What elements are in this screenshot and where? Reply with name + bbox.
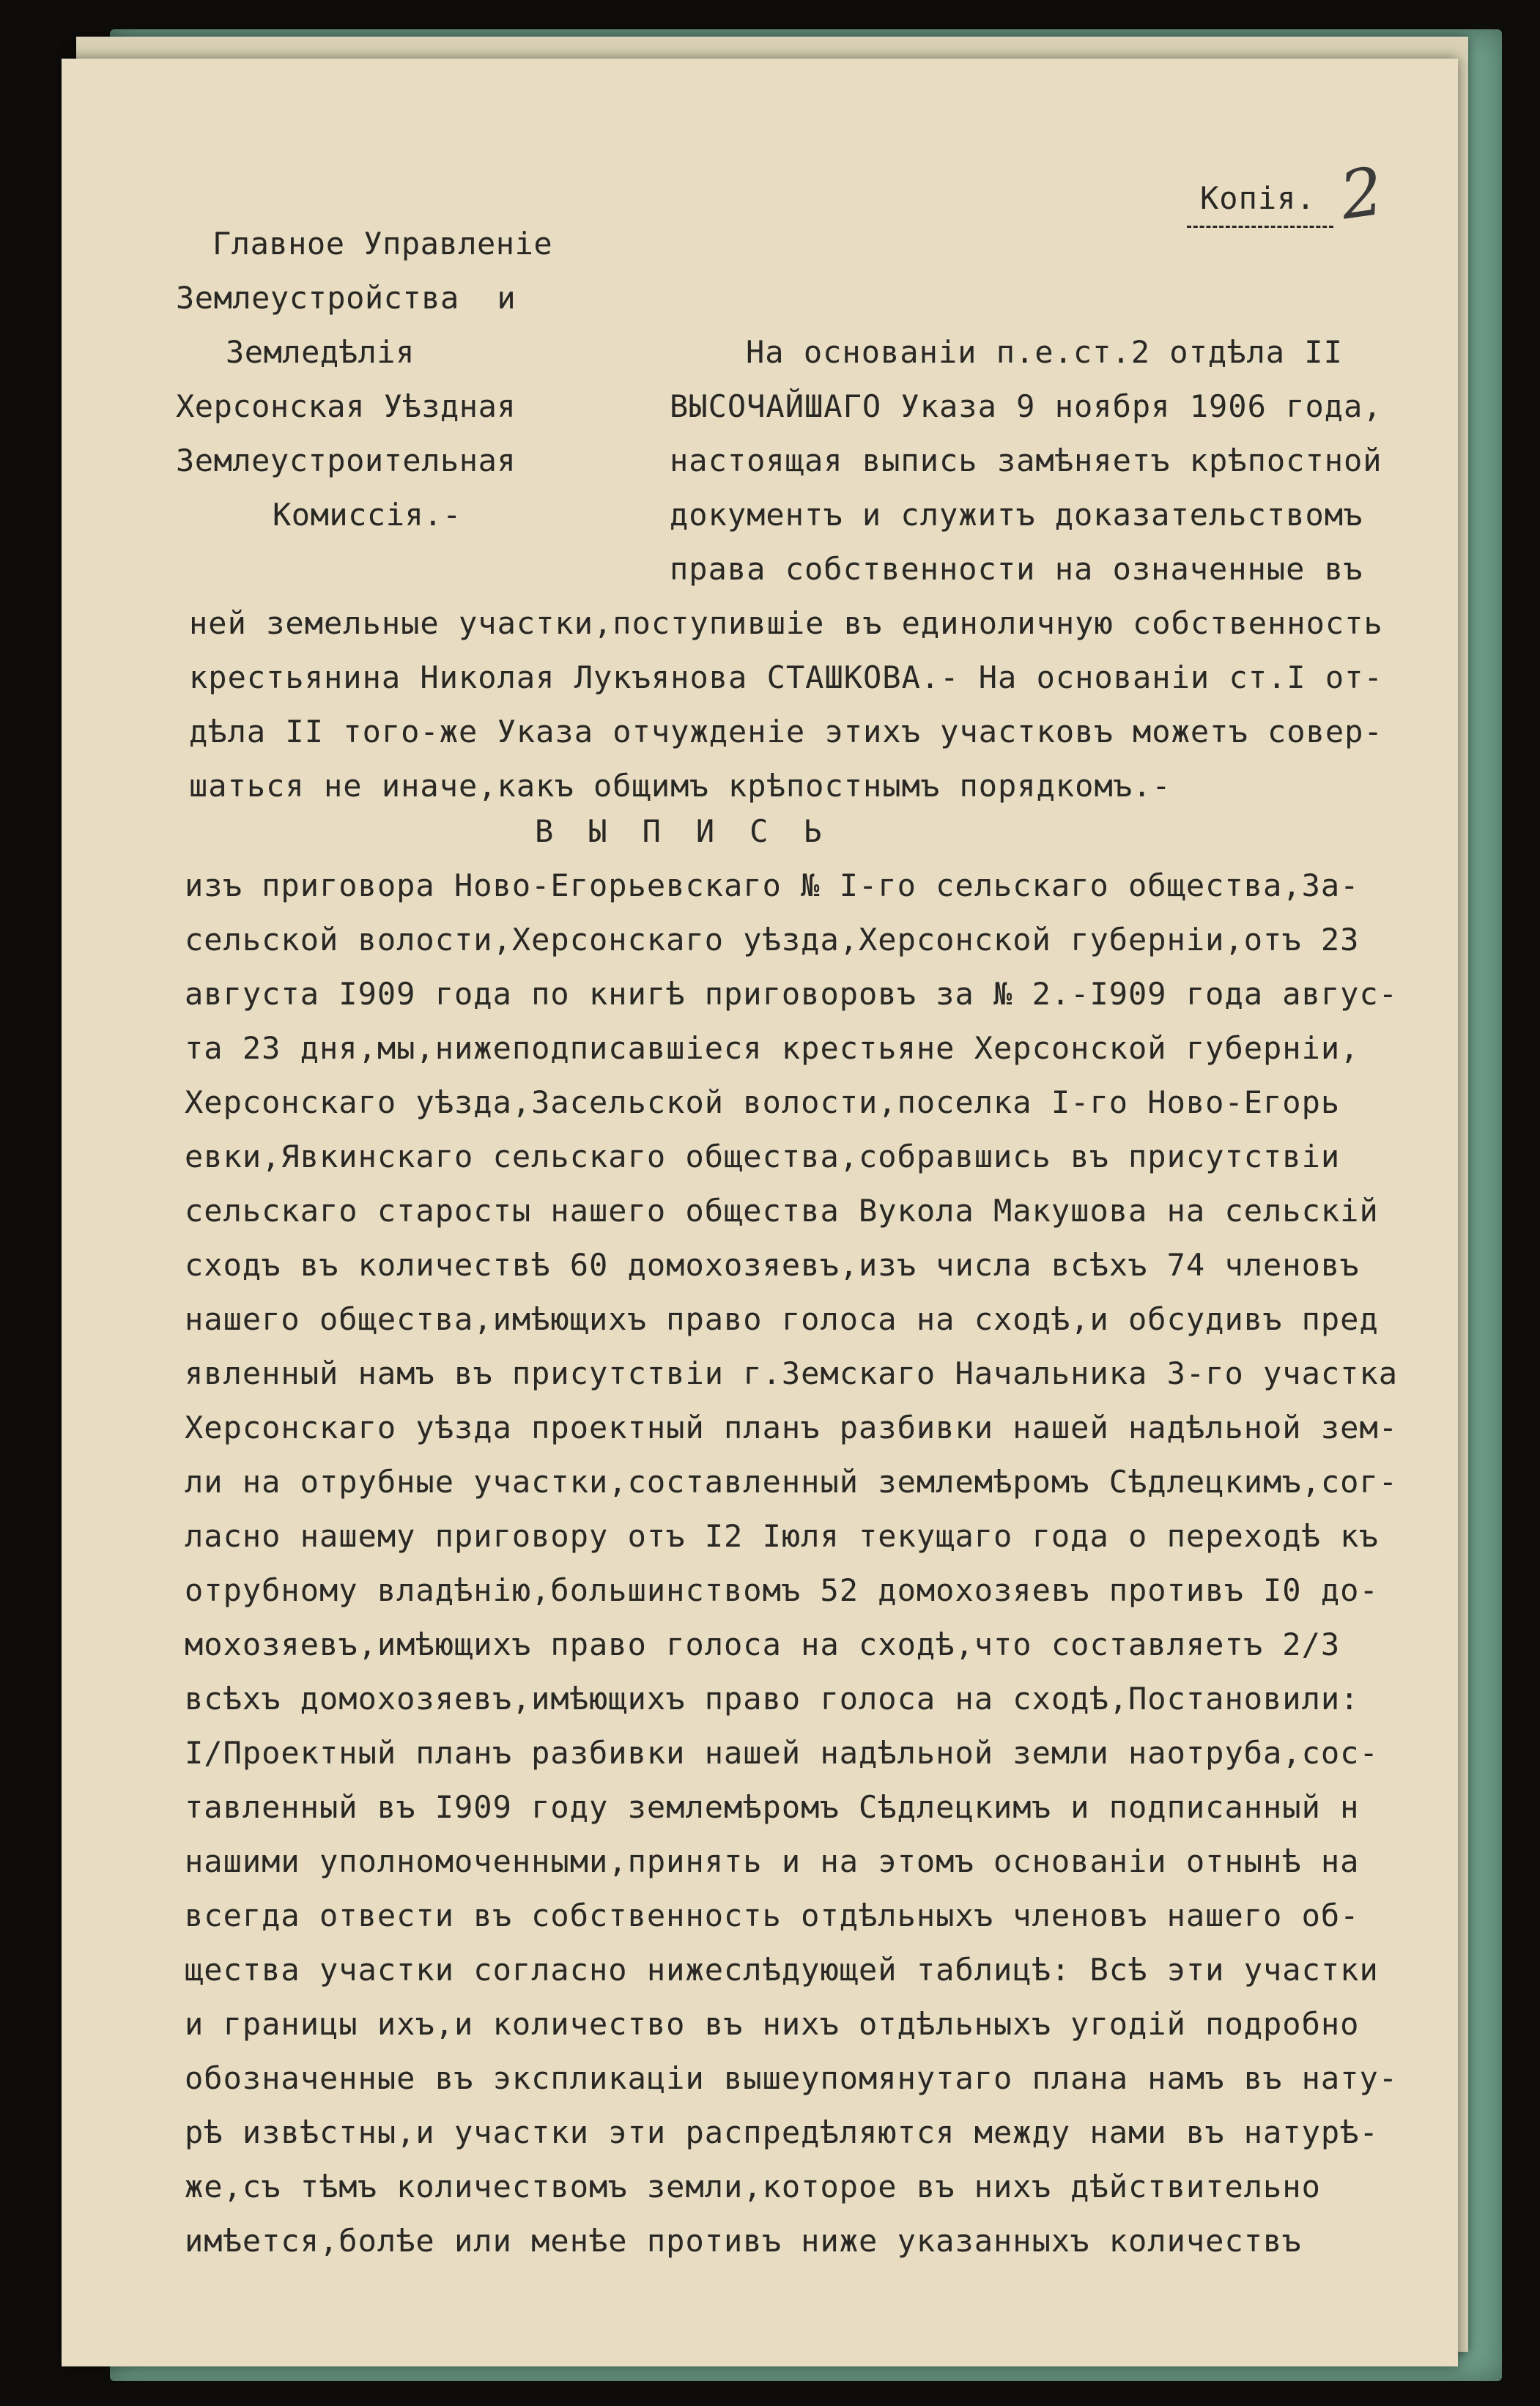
body-line: I/Проектный планъ разбивки нашей надѣльной земли наотруба,сос- xyxy=(185,1735,1379,1771)
header-line: Комиссія.- xyxy=(273,497,462,533)
body-line: всѣхъ домохозяевъ,имѣющихъ право голоса на сходѣ,Постановили: xyxy=(185,1681,1360,1717)
body-line: крестьянина Николая Лукъянова СТАШКОВА.- На основаніи ст.I от- xyxy=(189,659,1383,695)
intro-line: настоящая выпись замѣняетъ крѣпостной xyxy=(670,443,1382,478)
body-line: шаться не иначе,какъ общимъ крѣпостнымъ порядкомъ.- xyxy=(189,768,1171,804)
header-line: Херсонская Уѣздная xyxy=(176,388,517,424)
body-line: явленный намъ въ присутствіи г.Земскаго Начальника 3-го участка xyxy=(185,1355,1399,1391)
body-line: отрубному владѣнію,большинствомъ 52 домохозяевъ противъ I0 до- xyxy=(185,1572,1379,1608)
header-line: Землеустроительная xyxy=(176,443,517,478)
copy-label: Копія. xyxy=(1200,180,1316,216)
body-line: изъ приговора Ново-Егорьевскаго № I-го сельскаго общества,За- xyxy=(185,867,1360,903)
body-line: мохозяевъ,имѣющихъ право голоса на сходѣ,что составляетъ 2/3 xyxy=(185,1626,1341,1662)
body-line: сходъ въ количествѣ 60 домохозяевъ,изъ числа всѣхъ 74 членовъ xyxy=(185,1247,1360,1283)
header-line: Землеустройства и xyxy=(176,280,517,316)
body-line: Херсонскаго уѣзда,Засельской волости,поселка I-го Ново-Егорь xyxy=(185,1084,1341,1120)
body-line: сельскаго старосты нашего общества Вукола Макушова на сельскій xyxy=(185,1193,1379,1229)
body-line: ли на отрубные участки,составленный землемѣромъ Сѣдлецкимъ,сог- xyxy=(185,1464,1399,1500)
body-line: всегда отвести въ собственность отдѣльныхъ членовъ нашего об- xyxy=(185,1898,1360,1933)
body-line: нашими уполномоченными,принять и на этомъ основаніи отнынѣ на xyxy=(185,1843,1360,1879)
copy-underline xyxy=(1187,226,1333,228)
intro-line: права собственности на означенные въ xyxy=(670,551,1363,587)
body-line: имѣется,болѣе или менѣе противъ ниже указанныхъ количествъ xyxy=(185,2223,1302,2259)
body-line: ласно нашему приговору отъ I2 Іюля текущаго года о переходѣ къ xyxy=(185,1518,1379,1554)
header-line: Главное Управленіе xyxy=(212,226,553,262)
header-line: Земледѣлія xyxy=(226,334,415,370)
page-number-handwritten: 2 xyxy=(1335,152,1388,235)
intro-line: ВЫСОЧАЙШАГО Указа 9 ноября 1906 года, xyxy=(670,388,1382,424)
body-line: нашего общества,имѣющихъ право голоса на сходѣ,и обсудивъ пред xyxy=(185,1301,1379,1337)
intro-line: На основаніи п.е.ст.2 отдѣла II xyxy=(746,334,1343,370)
body-line: августа I909 года по книгѣ приговоровъ за № 2.-I909 года авгус- xyxy=(185,976,1399,1012)
body-line: сельской волости,Херсонскаго уѣзда,Херсонской губерніи,отъ 23 xyxy=(185,922,1360,958)
body-line: рѣ извѣстны,и участки эти распредѣляются между нами въ натурѣ- xyxy=(185,2114,1379,2150)
body-line: ней земельные участки,поступившіе въ единоличную собственность xyxy=(189,605,1383,641)
body-line: и границы ихъ,и количество въ нихъ отдѣльныхъ угодій подробно xyxy=(185,2006,1360,2042)
body-line: щества участки согласно нижеслѣдующей таблицѣ: Всѣ эти участки xyxy=(185,1952,1379,1988)
body-line: та 23 дня,мы,нижеподписавшіеся крестьяне Херсонской губерніи, xyxy=(185,1030,1360,1066)
body-line: тавленный въ I909 году землемѣромъ Сѣдлецкимъ и подписанный н xyxy=(185,1789,1360,1825)
intro-line: документъ и служитъ доказательствомъ xyxy=(670,497,1363,533)
section-title: ВЫПИСЬ xyxy=(535,813,857,849)
body-line: же,съ тѣмъ количествомъ земли,которое въ нихъ дѣйствительно xyxy=(185,2169,1321,2205)
body-line: дѣла II того-же Указа отчужденіе этихъ участковъ можетъ совер- xyxy=(189,714,1383,749)
body-line: обозначенные въ экспликаціи вышеупомянутаго плана намъ въ нату- xyxy=(185,2060,1399,2096)
body-line: Херсонскаго уѣзда проектный планъ разбивки нашей надѣльной зем- xyxy=(185,1410,1399,1446)
body-line: евки,Явкинскаго сельскаго общества,собравшись въ присутствіи xyxy=(185,1139,1341,1174)
